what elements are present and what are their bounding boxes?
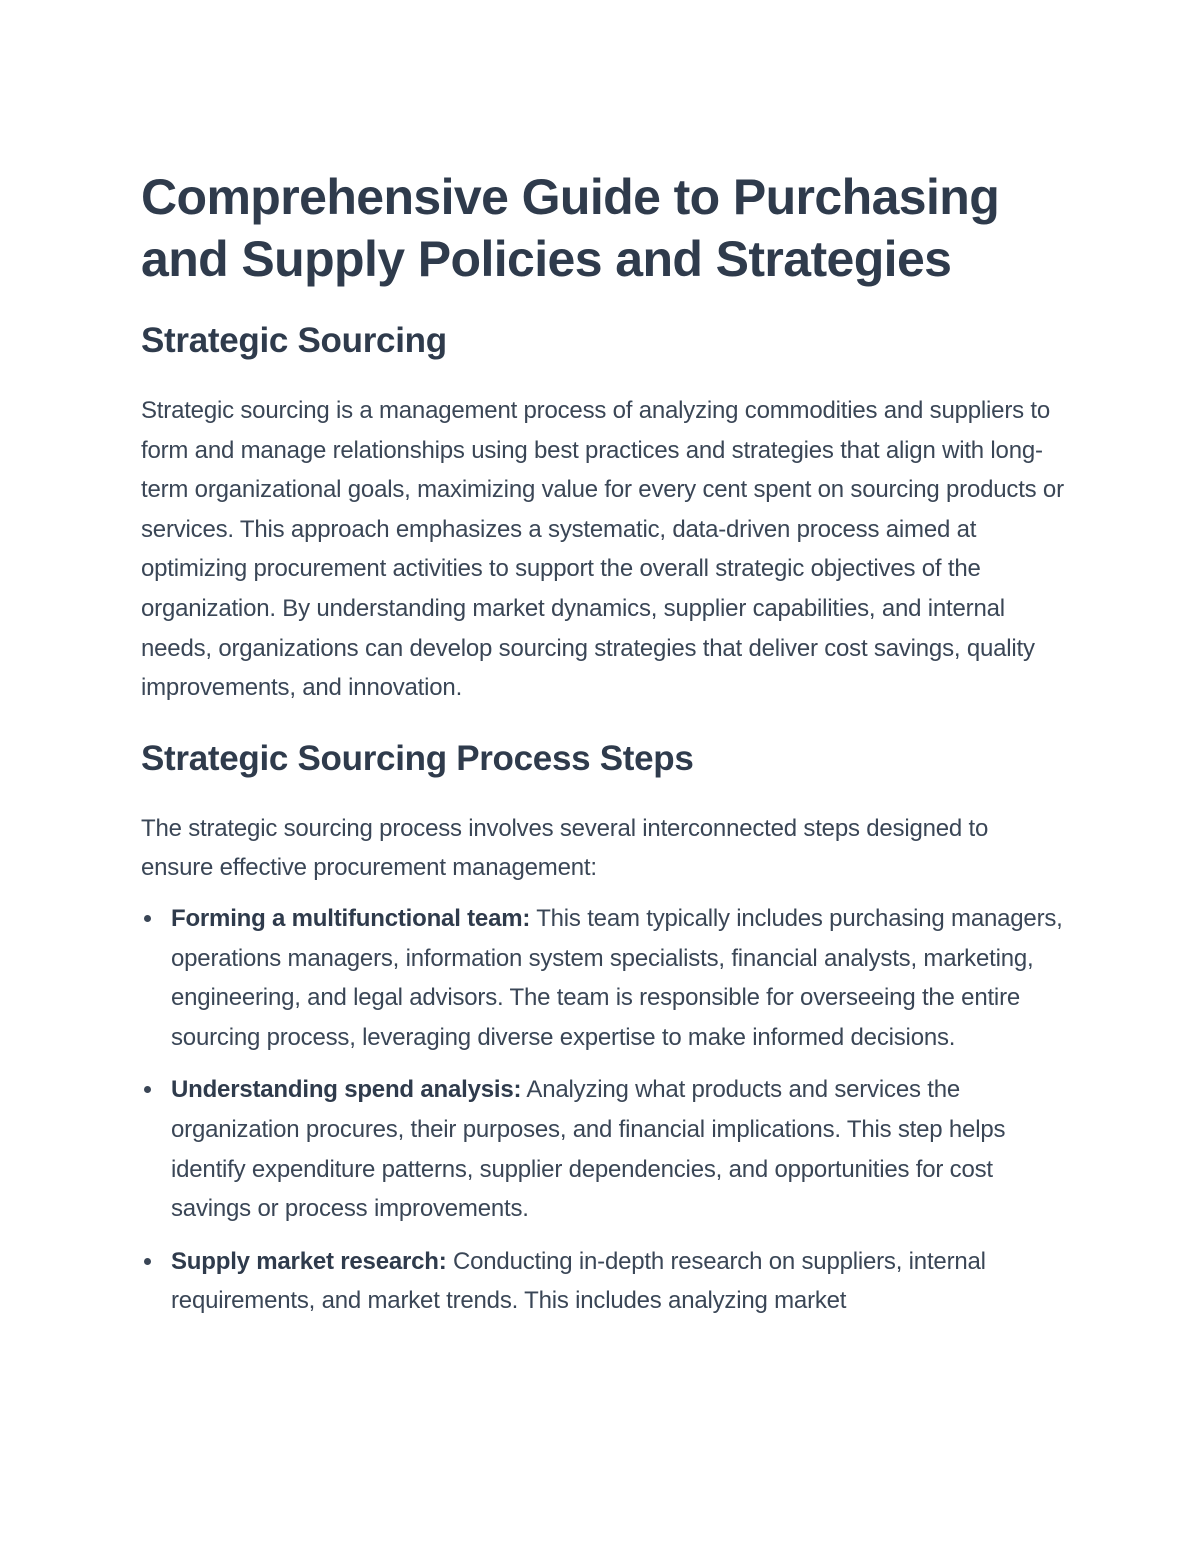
bullet-icon [144, 1086, 151, 1093]
document-title: Comprehensive Guide to Purchasing and Supply Policies and Strategies [141, 169, 1000, 287]
list-item [141, 1070, 1066, 1228]
section-heading-process-steps: Strategic Sourcing Process Steps [141, 738, 694, 778]
section-heading-strategic-sourcing: Strategic Sourcing [141, 321, 447, 360]
step-label: Understanding spend analysis: [171, 1076, 522, 1104]
bullet-icon [144, 1258, 151, 1265]
step-label: Forming a multifunctional team: [171, 904, 531, 932]
step-text: Analyzing what products and services the organization procures, their purposes, and financial implications. This step helps identify expenditure patterns, supplier dependencies, and opportunities for cost savings or process improvements. [171, 1076, 1006, 1223]
section-paragraph-strategic-sourcing: Strategic sourcing is a management process of analyzing commodities and suppliers to form and manage relationships using best practices and strategies that align with long-term organizational goals, maximizing value for every cent spent on sourcing products or services. This approach emphasizes a systematic, data-driven process aimed at optimizing procurement activities to support the overall strategic objectives of the organization. By understanding market dynamics, supplier capabilities, and internal needs, organizations can develop sourcing strategies that deliver cost savings, quality improvements, and innovation. [141, 397, 1064, 702]
bullet-icon [144, 915, 151, 922]
list-item [141, 899, 1066, 1057]
list-item [141, 1242, 1066, 1321]
step-text: This team typically includes purchasing managers, operations managers, information system specialists, financial analysts, marketing, engineering, and legal advisors. The team is responsible for overseeing the entire sourcing process, leveraging diverse expertise to make informed decisions. [171, 904, 1063, 1051]
process-steps-list [141, 899, 1066, 1321]
step-text: Conducting in-depth research on suppliers, internal requirements, and market trends. This includes analyzing market [171, 1247, 986, 1315]
section-paragraph-process-steps: The strategic sourcing process involves several interconnected steps designed to ensure effective procurement management: [141, 814, 989, 882]
step-label: Supply market research: [171, 1247, 447, 1275]
document-page [141, 166, 1066, 1334]
